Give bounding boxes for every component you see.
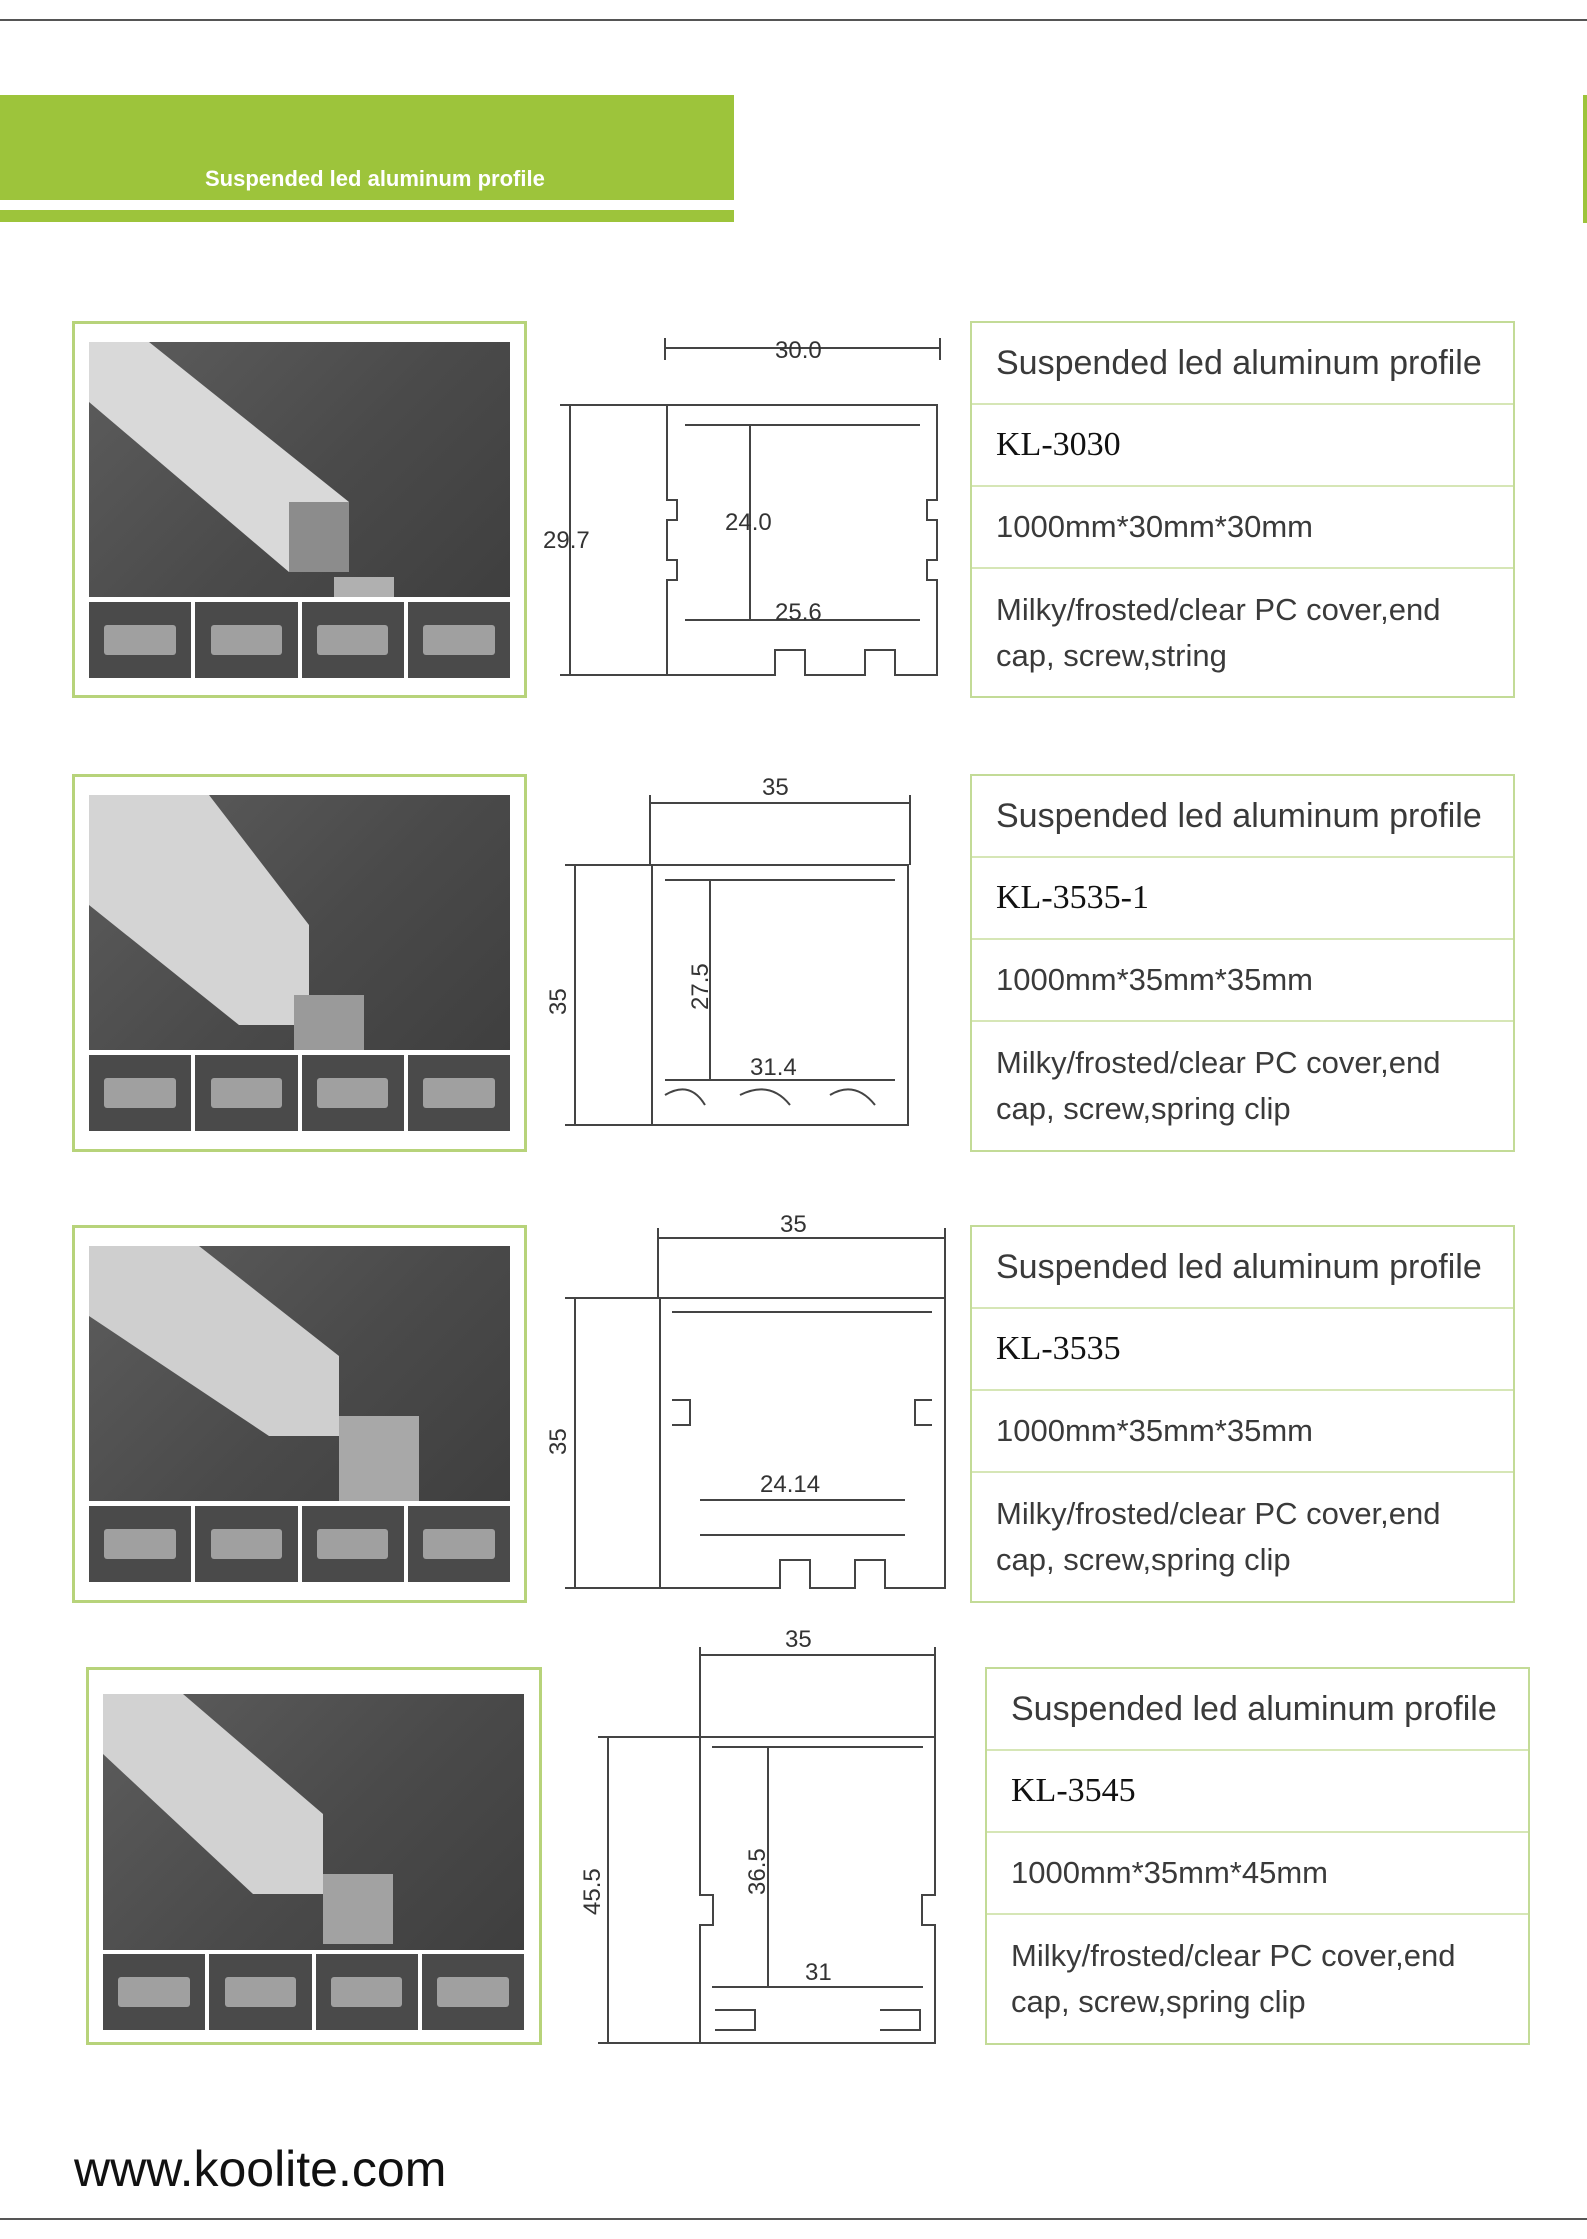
dimensions-text: 1000mm*35mm*35mm — [996, 962, 1313, 997]
spec-title-row — [972, 1227, 1513, 1309]
spec-table-kl-3545 — [985, 1667, 1530, 2045]
end-cap-thumbnail — [195, 1506, 297, 1582]
dim-height: 29.7 — [543, 527, 590, 554]
dimensions-text: 1000mm*35mm*45mm — [1011, 1855, 1328, 1890]
spec-table-kl-3535 — [970, 1225, 1515, 1603]
profile-render-icon — [89, 1246, 510, 1501]
banner-title: Suspended led aluminum profile — [205, 166, 545, 191]
technical-drawing-kl-3545 — [570, 1625, 970, 2055]
spec-accessories-row — [972, 569, 1513, 696]
dim-height: 45.5 — [579, 1868, 606, 1915]
spec-model-row — [972, 1309, 1513, 1391]
spec-table-kl-3535-1 — [970, 774, 1515, 1152]
model-number: KL-3535 — [996, 1330, 1121, 1367]
spec-size-row — [987, 1833, 1528, 1915]
dim-width: 35 — [785, 1626, 812, 1653]
accessories-text: Milky/frosted/clear PC cover,end cap, screw,string — [996, 591, 1441, 673]
end-cap-thumbnail — [195, 1055, 297, 1131]
product-image — [103, 1694, 524, 1950]
dimensions-text: 1000mm*30mm*30mm — [996, 509, 1313, 544]
spec-size-row — [972, 487, 1513, 569]
accessory-thumbnails — [103, 1954, 524, 2030]
profile-render-icon — [89, 342, 510, 597]
product-image — [89, 795, 510, 1050]
model-number: KL-3535-1 — [996, 879, 1149, 916]
dim-inner-width: 25.6 — [775, 599, 822, 626]
product-photo-kl-3545 — [86, 1667, 542, 2045]
screw-thumbnail — [408, 1506, 510, 1582]
spec-title-row — [972, 323, 1513, 405]
end-cap-thumbnail — [209, 1954, 311, 2030]
accessories-text: Milky/frosted/clear PC cover,end cap, screw,spring clip — [996, 1045, 1441, 1126]
spec-accessories-row — [972, 1022, 1513, 1150]
spec-model-row — [987, 1751, 1528, 1833]
end-cap-thumbnail — [195, 602, 297, 678]
dim-inner-height: 27.5 — [687, 963, 714, 1010]
dim-inner-height: 36.5 — [744, 1848, 771, 1895]
accessories-text: Milky/frosted/clear PC cover,end cap, screw,spring clip — [996, 1496, 1441, 1577]
spec-title: Suspended led aluminum profile — [996, 796, 1482, 835]
dim-inner-width: 24.14 — [760, 1471, 821, 1498]
spec-title: Suspended led aluminum profile — [996, 1247, 1482, 1286]
header-banner-stripe — [0, 210, 734, 222]
spec-size-row — [972, 1391, 1513, 1473]
cover-thumbnail — [103, 1954, 205, 2030]
string-thumbnail — [316, 1954, 418, 2030]
profile-render-icon — [89, 795, 510, 1050]
top-rule — [0, 19, 1587, 21]
dim-inner-width: 31 — [805, 1959, 832, 1986]
product-photo-kl-3030 — [72, 321, 527, 698]
spec-table-kl-3030 — [970, 321, 1515, 698]
dim-width: 30.0 — [775, 337, 822, 364]
cover-thumbnail — [89, 1055, 191, 1131]
technical-drawing-kl-3535-1 — [540, 775, 950, 1135]
screw-thumbnail — [408, 602, 510, 678]
dim-height: 35 — [545, 988, 572, 1015]
dim-height: 35 — [545, 1428, 572, 1455]
dimensions-text: 1000mm*35mm*35mm — [996, 1413, 1313, 1448]
product-photo-kl-3535-1 — [72, 774, 527, 1152]
dim-inner-width: 31.4 — [750, 1054, 797, 1081]
spec-model-row — [972, 405, 1513, 487]
spec-title: Suspended led aluminum profile — [996, 343, 1482, 382]
accessory-thumbnails — [89, 1506, 510, 1582]
model-number: KL-3030 — [996, 426, 1121, 463]
profile-render-icon — [103, 1694, 524, 1950]
cover-thumbnail — [89, 1506, 191, 1582]
screw-thumbnail — [422, 1954, 524, 2030]
technical-drawing-kl-3535 — [540, 1210, 950, 1595]
accessory-thumbnails — [89, 1055, 510, 1131]
model-number: KL-3545 — [1011, 1772, 1136, 1809]
bottom-rule — [0, 2218, 1587, 2220]
spec-title: Suspended led aluminum profile — [1011, 1689, 1497, 1728]
dim-inner-height: 24.0 — [725, 509, 772, 536]
string-thumbnail — [302, 1055, 404, 1131]
spec-title-row — [972, 776, 1513, 858]
product-photo-kl-3535 — [72, 1225, 527, 1603]
right-edge-mark — [1583, 95, 1587, 223]
dim-width: 35 — [762, 775, 789, 801]
spec-model-row — [972, 858, 1513, 940]
spec-title-row — [987, 1669, 1528, 1751]
website-url[interactable]: www.koolite.com — [74, 2141, 447, 2197]
string-thumbnail — [302, 602, 404, 678]
accessories-text: Milky/frosted/clear PC cover,end cap, screw,spring clip — [1011, 1938, 1456, 2019]
spec-size-row — [972, 940, 1513, 1022]
accessory-thumbnails — [89, 602, 510, 678]
cover-thumbnail — [89, 602, 191, 678]
spec-accessories-row — [987, 1915, 1528, 2043]
product-image — [89, 1246, 510, 1501]
dim-width: 35 — [780, 1211, 807, 1238]
screw-thumbnail — [408, 1055, 510, 1131]
product-image — [89, 342, 510, 597]
spec-accessories-row — [972, 1473, 1513, 1601]
technical-drawing-kl-3030 — [535, 330, 955, 690]
string-thumbnail — [302, 1506, 404, 1582]
